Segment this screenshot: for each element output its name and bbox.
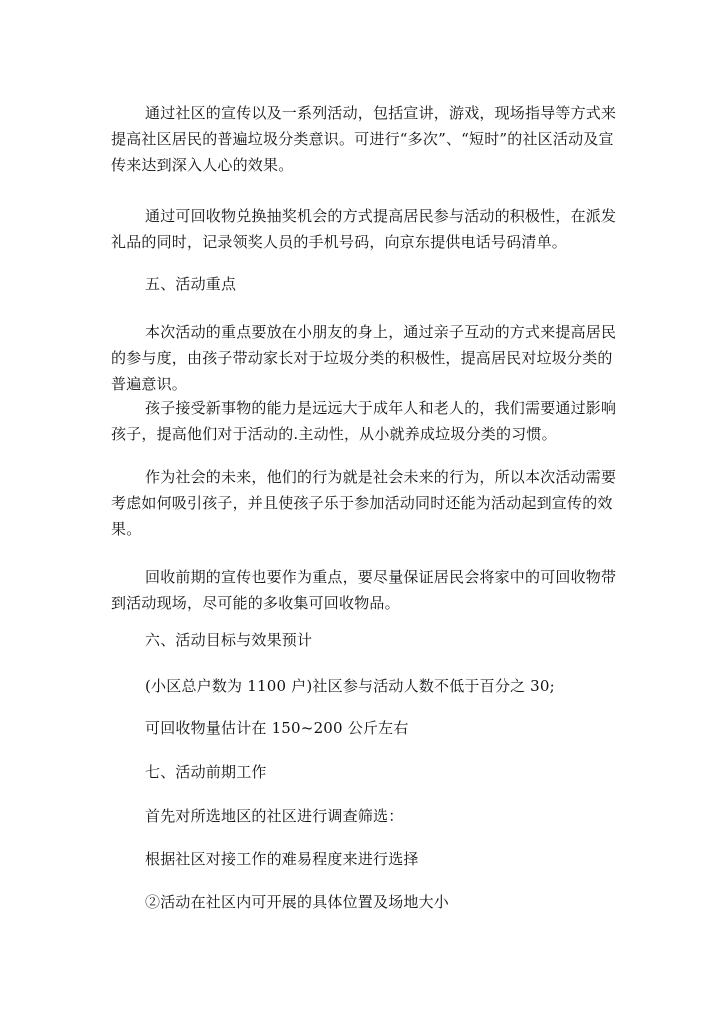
paragraph-recycling-estimate: 可回收物量估计在 150~200 公斤左右 <box>145 719 409 737</box>
paragraph-community-promotion: 通过社区的宣传以及一系列活动，包括宣讲，游戏，现场指导等方式来提高社区居民的普遍垃圾分类意识。可进行“多次”、“短时”的社区活动及宣传来达到深入人心的效果。 <box>111 104 617 174</box>
heading-goals-effects: 六、活动目标与效果预计 <box>145 631 313 649</box>
heading-activity-focus: 五、活动重点 <box>145 275 237 293</box>
paragraph-children-influence: 孩子接受新事物的能力是远远大于成年人和老人的，我们需要通过影响孩子，提高他们对于活动的.主动性，从小就养成垃圾分类的习惯。 <box>111 399 617 443</box>
paragraph-recycling-lottery: 通过可回收物兑换抽奖机会的方式提高居民参与活动的积极性，在派发礼品的同时，记录领奖人员的手机号码，向京东提供电话号码清单。 <box>111 207 617 251</box>
paragraph-venue-location: ②活动在社区内可开展的具体位置及场地大小 <box>145 893 450 911</box>
paragraph-participation-goal: (小区总户数为 1100 户)社区参与活动人数不低于百分之 30; <box>145 677 555 695</box>
paragraph-pre-promotion: 回收前期的宣传也要作为重点，要尽量保证居民会将家中的可回收物带到活动现场，尽可能的多收集可回收物品。 <box>111 568 617 612</box>
heading-preliminary-work: 七、活动前期工作 <box>145 763 267 781</box>
paragraph-survey-screening: 首先对所选地区的社区进行调查筛选： <box>145 807 404 825</box>
paragraph-future-society: 作为社会的未来，他们的行为就是社会未来的行为，所以本次活动需要考虑如何吸引孩子，并且使孩子乐于参加活动同时还能为活动起到宣传的效果。 <box>111 468 617 538</box>
paragraph-selection-basis: 根据社区对接工作的难易程度来进行选择 <box>145 850 419 868</box>
paragraph-children-focus: 本次活动的重点要放在小朋友的身上，通过亲子互动的方式来提高居民的参与度，由孩子带动家长对于垃圾分类的积极性，提高居民对垃圾分类的普遍意识。 <box>111 323 617 393</box>
